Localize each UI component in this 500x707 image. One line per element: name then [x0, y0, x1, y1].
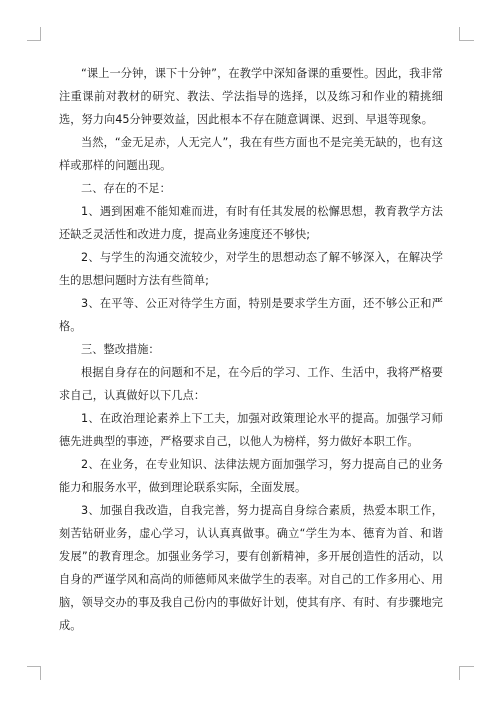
crop-mark-bottom-right-horizontal — [460, 666, 474, 667]
crop-mark-top-left-vertical — [40, 27, 41, 41]
paragraph-measure-1: 1、在政治理论素养上下工夫，加强对政策理论水平的提高。加强学习师德先进典型的事迹，严格要求自己，以他人为榜样，努力做好本职工作。 — [59, 412, 443, 448]
crop-mark-bottom-left-horizontal — [27, 666, 41, 667]
crop-mark-top-left-horizontal — [27, 40, 41, 41]
paragraph-shortcoming-1: 1、遇到困难不能知难而进，有时有任其发展的松懈思想，教育教学方法还缺乏灵活性和改进力度，提高业务速度还不够快; — [59, 205, 443, 241]
paragraph-measures-intro: 根据自身存在的问题和不足，在今后的学习、工作、生活中，我将严格要求自己，认真做好以下几点： — [59, 366, 443, 402]
paragraph-measure-2: 2、在业务，在专业知识、法律法规方面加强学习，努力提高自己的业务能力和服务水平，做到理论联系实际，全面发展。 — [59, 458, 443, 494]
crop-mark-bottom-right-vertical — [459, 666, 460, 680]
crop-mark-bottom-left-vertical — [40, 666, 41, 680]
paragraph-lesson-prep: “课上一分钟，课下十分钟”，在教学中深知备课的重要性。因此，我非常注重课前对教材的研究、教法、学法指导的选择，以及练习和作业的精挑细选，努力向45分钟要效益，因此根本不存在随意调课、迟到、早退等现象。 — [59, 67, 443, 126]
paragraph-shortcoming-2: 2、与学生的沟通交流较少，对学生的思想动态了解不够深入，在解决学生的思想问题时方法有些简单; — [59, 251, 443, 287]
section-heading-measures: 三、整改措施： — [81, 343, 160, 356]
paragraph-shortcoming-3: 3、在平等、公正对待学生方面，特别是要求学生方面，还不够公正和严格。 — [59, 297, 443, 333]
section-heading-shortcomings: 二、存在的不足： — [81, 182, 171, 195]
paragraph-imperfection: 当然，“金无足赤，人无完人”，我在有些方面也不是完美无缺的，也有这样或那样的问题出现。 — [59, 136, 443, 172]
document-body — [59, 62, 443, 637]
paragraph-measure-3: 3、加强自我改造，自我完善，努力提高自身综合素质，热爱本职工作，刻苦钻研业务，虚心学习，认认真真做事。确立“学生为本、德育为首、和谐发展”的教育理念。加强业务学习，要有创新精神，多开展创造性的活动，以自身的严谨学风和高尚的师德师风来做学生的表率。对自己的工作多用心、用脑，领导交办的事及我自己份内的事做好计划，使其有序、有时、有步骤地完成。 — [59, 504, 443, 632]
crop-mark-top-right-horizontal — [460, 40, 474, 41]
crop-mark-top-right-vertical — [459, 27, 460, 41]
